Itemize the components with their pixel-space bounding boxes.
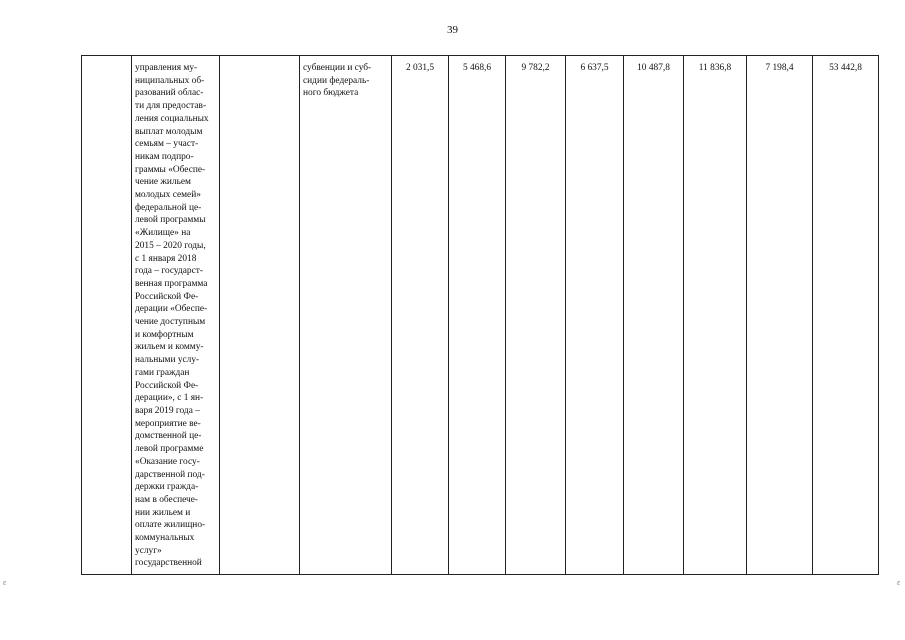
value-cell-1: 2 031,5 [392,56,449,575]
total-cell: 53 442,8 [813,56,879,575]
description-cell: управления му- ниципальных об- разований облас- ти для предостав- ления социальных выплат молодым семьям – участ- никам подпро- граммы «Обеспе- чение жильем молодых семей» федеральной це- левой программы «Жилище» на 2015 – 2020 годы, с 1 января 2018 года – государст- венная программа Российской Фе- дерации «Обеспе- чение доступным и комфортным жильем и комму- нальными услу- гами граждан Российской Фе- дерации», с 1 ян- варя 2019 года – мероприятие ве- домственной це- левой программе «Оказание госу- дарственной под- держки гражда- нам в обеспече- нии жильем и оплате жилищно- коммунальных услуг» государственной [132,56,220,575]
page-number: 39 [447,24,458,36]
value-cell-2: 5 468,6 [449,56,506,575]
value-cell-4: 6 637,5 [566,56,624,575]
value-cell-5: 10 487,8 [624,56,684,575]
budget-table [81,55,879,575]
value-cell-7: 7 198,4 [747,56,813,575]
table-row [82,56,879,575]
executor-cell [220,56,300,575]
value-cell-6: 11 836,8 [684,56,747,575]
right-edge-mark: ε [897,578,901,587]
funding-source-cell: субвенции и суб- сидии федераль- ного бюджета [300,56,392,575]
left-edge-mark: ε [3,578,7,587]
value-cell-3: 9 782,2 [506,56,566,575]
row-number-cell [82,56,132,575]
